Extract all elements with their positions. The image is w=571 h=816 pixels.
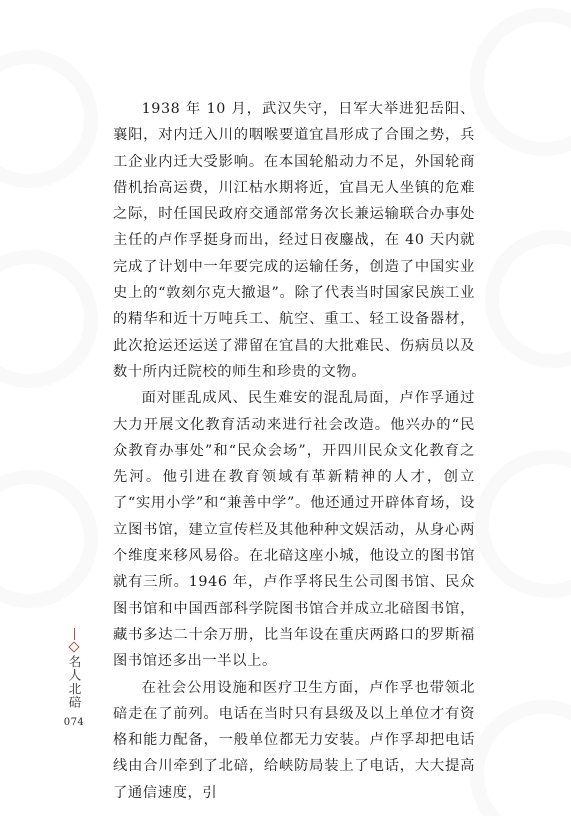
paragraph-2: 面对匪乱成风、民生难安的混乱局面，卢作孚通过大力开展文化教育活动来进行社会改造。他兴办的“民众教育办事处”和“民众会场”，开四川民众文化教育之先河。他引进在教育领域有革新精神的人才，创立了“实用小学”和“兼善中学”。他还通过开辟体育场，设立图书馆，建立宣传栏及其他种种文娱活动，从身心两个维度来移风易俗。在北碚这座小城，他设立的图书馆就有三所。1946 年，卢作孚将民生公司图书馆、民众图书馆和中国西部科学院图书馆合并成立北碚图书馆，藏书多达二十余万册，比当年设在重庆两路口的罗斯福图书馆还多出一半以上。 (113, 390, 475, 670)
paragraph-3: 在社会公用设施和医疗卫生方面，卢作孚也带领北碚走在了前列。电话在当时只有县级及以上单位才有资格和能力配备，一般单位都无力安装。卢作孚却把电话线由合川牵到了北碚，给峡防局装上了电话，大大提高了通信速度，引 (113, 679, 475, 801)
running-title: 名人北碚 (67, 655, 82, 709)
watermark-ring (470, 8, 571, 156)
watermark-ring (0, 470, 98, 608)
page-number: 074 (63, 717, 85, 728)
watermark-ring (0, 250, 98, 388)
running-header-vertical (62, 628, 86, 728)
watermark-ring (470, 700, 571, 816)
watermark-ring (475, 450, 571, 598)
paragraph-1: 1938 年 10 月，武汉失守，日军大举进犯岳阳、襄阳，对内迁入川的咽喉要道宜昌形成了合围之势，兵工企业内迁大受影响。在本国轮船动力不足，外国轮商借机抬高运费，川江枯水期将近，宜昌无人坐镇的危难之际，时任国民政府交通部常务次长兼运输联合办事处主任的卢作孚挺身而出，经过日夜鏖战，在 40 天内就完成了计划中一年要完成的运输任务，创造了中国实业史上的“敦刻尔克大撤退”。除了代表当时国家民族工业的精华和近十万吨兵工、航空、重工、轻工设备器材，此次抢运还运送了滞留在宜昌的大批难民、伤病员以及数十所内迁院校的师生和珍贵的文物。 (113, 101, 475, 380)
watermark-ring (485, 230, 571, 368)
ornament-line (74, 628, 75, 640)
body-text (113, 96, 475, 806)
ornament-diamond-icon (68, 641, 79, 652)
watermark-ring (0, 50, 98, 188)
